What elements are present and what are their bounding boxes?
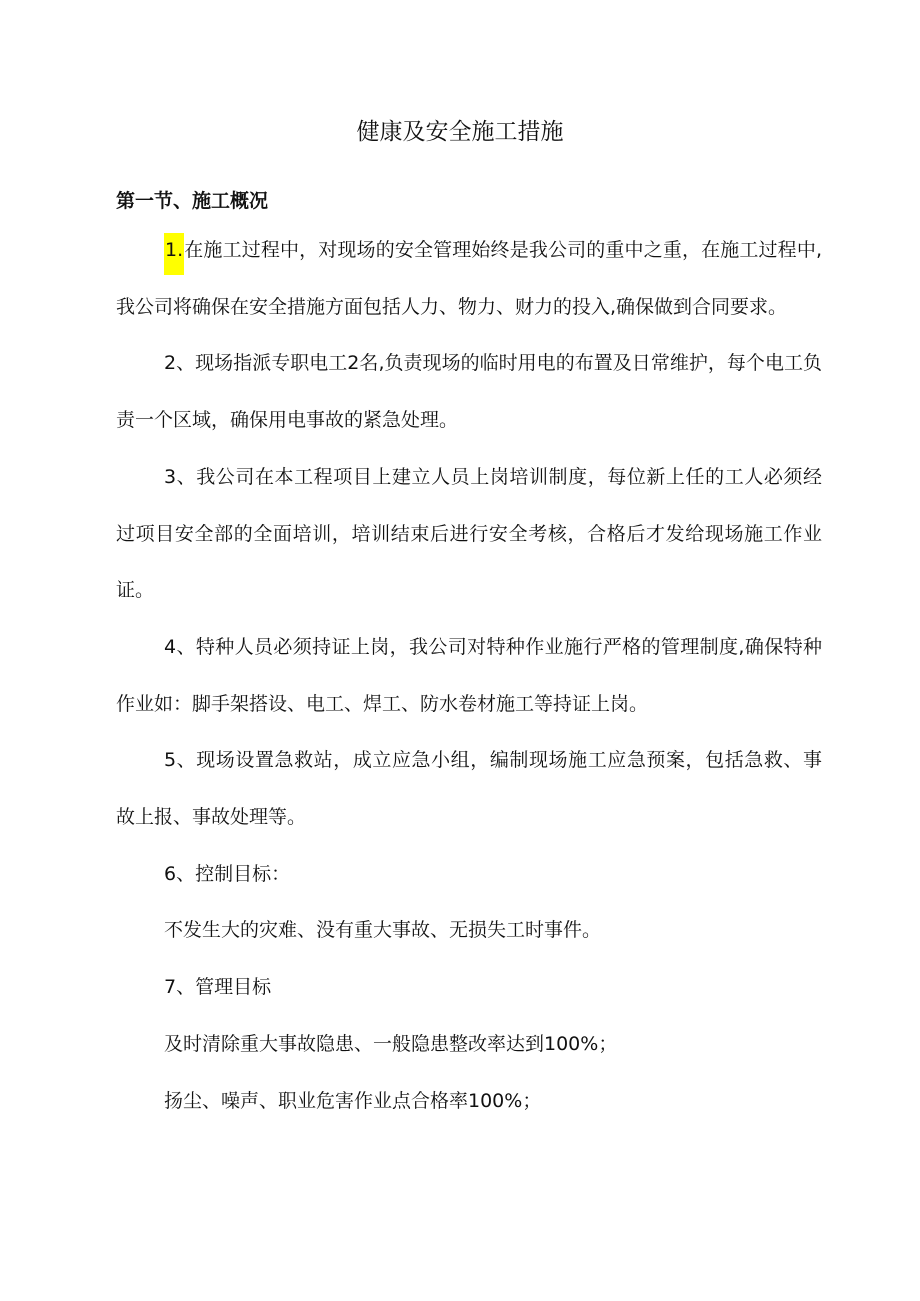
- section-heading: 第一节、施工概况: [116, 190, 269, 212]
- document-body: [116, 222, 822, 1129]
- paragraph-8: 7、管理目标: [164, 976, 272, 999]
- paragraph-6: 6、控制目标：: [164, 862, 291, 885]
- paragraph-9: 及时清除重大事故隐患、一般隐患整改率达到100%；: [164, 1032, 618, 1055]
- paragraph-4: 4、特种人员必须持证上岗，我公司对特种作业施行严格的管理制度,确保特种作业如：脚手架搭设、电工、焊工、防水卷材施工等持证上岗。: [116, 635, 822, 715]
- paragraph-10: 扬尘、噪声、职业危害作业点合格率100%；: [164, 1089, 542, 1112]
- paragraph-2: 2、现场指派专职电工2名,负责现场的临时用电的布置及日常维护，每个电工负责一个区域，确保用电事故的紧急处理。: [116, 352, 822, 432]
- document-title: 健康及安全施工措施: [356, 119, 564, 145]
- highlighted-number: 1.: [164, 233, 184, 275]
- paragraph-3: 3、我公司在本工程项目上建立人员上岗培训制度，每位新上任的工人必须经过项目安全部的全面培训，培训结束后进行安全考核，合格后才发给现场施工作业证。: [116, 465, 822, 602]
- paragraph-7: 不发生大的灾难、没有重大事故、无损失工时事件。: [164, 919, 602, 942]
- paragraph-5: 5、现场设置急救站，成立应急小组，编制现场施工应急预案，包括急救、事故上报、事故处理等。: [116, 749, 822, 829]
- paragraph-1: [116, 222, 822, 335]
- paragraph-1-text: 在施工过程中，对现场的安全管理始终是我公司的重中之重，在施工过程中,我公司将确保在安全措施方面包括人力、物力、财力的投入,确保做到合同要求。: [116, 239, 822, 318]
